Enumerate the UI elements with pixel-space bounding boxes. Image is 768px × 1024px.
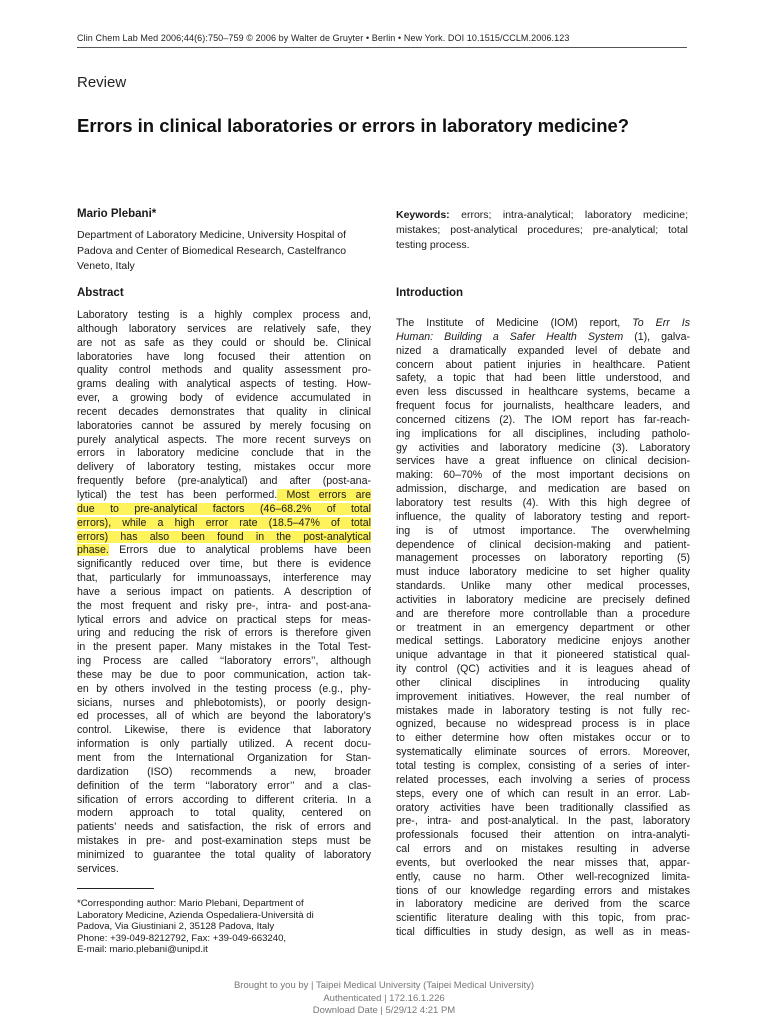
abstract-line: ment from the International Organization for Stan- [77, 752, 371, 764]
highlighted-text: errors) has also been found in the post-analytical [77, 530, 371, 543]
footnote-line: Phone: +39-049-8212792, Fax: +39-049-663240, [77, 932, 287, 944]
footer-line: Brought to you by | Taipei Medical University (Taipei Medical University) [233, 980, 535, 991]
abstract-line: information is only partially utilized. A recent docu- [77, 738, 371, 751]
abstract-line: definition of the term ‘‘laboratory error’’ and a clas- [77, 779, 371, 792]
corresponding-author-footnote [77, 898, 377, 956]
intro-line: professionals focused their attention on intra-analyti- [396, 829, 690, 842]
article-title: Errors in clinical laboratories or errors in laboratory medicine? [77, 115, 630, 136]
highlighted-text: Most errors are [277, 488, 371, 501]
intro-line: and are therefore more controllable than a procedure [396, 607, 690, 620]
abstract-line [77, 544, 371, 558]
abstract-line [77, 531, 371, 545]
intro-line: to either determine how often mistakes occur or to [396, 732, 690, 745]
intro-line: related processes, each involving a series of process [396, 773, 690, 786]
abstract-line [77, 489, 371, 503]
intro-line: ing implications for all disciplines, including patholo- [396, 427, 690, 440]
intro-line: laboratory test results (4). With this high degree of [396, 496, 690, 509]
footer-line: Authenticated | 172.16.1.226 [323, 992, 445, 1004]
keywords-label: Keywords: [396, 209, 450, 221]
intro-line: improvement initiatives. However, the real number of [396, 690, 690, 703]
abstract-heading: Abstract [77, 287, 124, 299]
abstract-line: significantly reduced over time, but there is evidence [77, 558, 371, 571]
section-label: Review [77, 74, 127, 91]
introduction-heading: Introduction [396, 287, 464, 299]
intro-line: or treatment in an emergency department or other [396, 621, 690, 634]
intro-line: ently, cause no harm. Other well-recognized limita- [396, 870, 690, 883]
intro-line: ognized, because no widespread process is in place [396, 718, 690, 731]
intro-line: total testing is complex, consisting of a series of inter- [396, 760, 690, 772]
abstract-line: control. Likewise, there is evidence that laboratory [77, 724, 371, 737]
abstract-line: have a serious impact on patients. A description of [77, 585, 371, 598]
abstract-line: ever, a growing body of evidence accumulated in [77, 392, 371, 405]
abstract-line: recent decades demonstrates that quality in clinical [77, 405, 371, 418]
abstract-line: Laboratory testing is a highly complex process and, [77, 309, 371, 321]
abstract-text: lytical) the test has been performed. [77, 488, 278, 501]
intro-line: concerned citizens (2). The IOM report has far-reach- [396, 413, 690, 426]
abstract-line: the most frequent and risky pre-, intra- and post-ana- [77, 599, 371, 612]
abstract-body [77, 309, 371, 877]
abstract-line: en by others involved in the testing process (e.g., phy- [77, 682, 371, 695]
report-title-italic: Human: Building a Safer Health System [396, 330, 624, 343]
intro-line: tions of our knowledge regarding errors and mistakes [396, 884, 690, 897]
abstract-line: sification of errors according to different criteria. In a [77, 793, 371, 806]
abstract-text: Errors due to analytical problems have been [108, 544, 371, 557]
abstract-line: these may be due to poor communication, action tak- [77, 668, 371, 681]
intro-line: ing is of utmost importance. The overwhelming [396, 524, 690, 537]
footnote-divider [77, 888, 154, 889]
intro-line: events, but overlooked the near misses that, appar- [396, 856, 690, 869]
intro-line: concern about patient injuries in healthcare. Patient [396, 358, 690, 371]
abstract-line: quality control methods and quality assessment pro- [77, 364, 371, 377]
intro-line [396, 331, 690, 345]
author-name: Mario Plebani* [77, 208, 157, 220]
abstract-line: are not as safe as they could or should be. Clinical [77, 336, 371, 349]
highlighted-text: due to pre-analytical factors (46–68.2% of total [77, 502, 371, 515]
intro-line: mistakes made in laboratory testing is not fully rec- [396, 704, 690, 717]
intro-line: must induce laboratory medicine to set higher quality [396, 566, 690, 579]
author-affiliation: Department of Laboratory Medicine, University Hospital of Padova and Center of Biomedical Research, Castelfranco Veneto, Italy [77, 229, 347, 272]
abstract-line: laboratories cannot be assured by merely focusing on [77, 419, 371, 432]
abstract-line: patients’ needs and satisfaction, the risk of errors and [77, 821, 371, 834]
intro-line: gy activities and laboratory medicine (3). Laboratory [396, 441, 690, 454]
intro-line: medical settings. Laboratory medicine enjoys another [396, 635, 690, 648]
abstract-line: services. [77, 862, 119, 875]
intro-line: management processes on laboratory reporting (5) [396, 552, 690, 565]
abstract-line: grams dealing with analytical aspects of testing. How- [77, 378, 371, 391]
intro-text: The Institute of Medicine (IOM) report, [396, 317, 633, 329]
footnote-line: Padova, Via Giustiniani 2, 35128 Padova, Italy [77, 921, 275, 932]
abstract-line: ed processes, all of which are beyond the laboratory’s [77, 710, 371, 723]
intro-line: systematically eliminate sources of errors. Moreover, [396, 746, 690, 759]
intro-line [396, 317, 690, 331]
intro-line: steps, every one of which can result in an error. Lab- [396, 787, 690, 800]
intro-line: other clinical disciplines in introducing quality [396, 676, 690, 689]
intro-line: ity control (QC) activities and it is leagues ahead of [396, 663, 690, 676]
abstract-line: laboratories have long focused their attention on [77, 350, 371, 363]
abstract-line: although laboratory services are relatively safe, they [77, 322, 371, 335]
keywords-text: errors; intra-analytical; laboratory medicine; mistakes; post-analytical procedures; pre-analytical; total testing process. [396, 209, 688, 251]
keywords-block [396, 208, 688, 253]
abstract-line: dardization (ISO) recommends a new, broader [77, 765, 371, 778]
abstract-line: sicians, nurses and phlebotomists), or poorly design- [77, 696, 371, 709]
intro-line: scientific literature dealing with this topic, from prac- [396, 912, 690, 925]
intro-line: safety, a topic that had been little understood, and [396, 372, 690, 385]
intro-line: services have a great influence on clinical decision- [396, 455, 690, 468]
highlighted-text: errors), while a high error rate (18.5–47% of total [77, 516, 371, 529]
abstract-line: purely analytical aspects. The more recent surveys on [77, 433, 371, 446]
intro-line: cal errors and on mistakes resulting in adverse [396, 843, 690, 856]
intro-line: oratory activities have been traditionally classified as [396, 801, 690, 814]
abstract-line: delivery of laboratory testing, mistakes occur more [77, 461, 371, 474]
abstract-line: frequently before (pre-analytical) and after (post-ana- [77, 475, 371, 488]
intro-line: standards. Unlike many other medical processes, [396, 580, 690, 593]
abstract-line: lytical errors and advice on practical steps for meas- [77, 613, 371, 626]
abstract-line: that, particularly for immunoassays, interference may [77, 572, 371, 585]
download-footer [0, 980, 768, 1018]
abstract-line: mistakes in pre- and post-examination steps must be [77, 835, 371, 848]
footer-line: Download Date | 5/29/12 4:21 PM [312, 1005, 456, 1016]
intro-line: activities in laboratory medicine are precisely defined [396, 593, 690, 606]
footnote-line: *Corresponding author: Mario Plebani, Department of [77, 898, 304, 909]
abstract-line [77, 503, 371, 517]
highlighted-text: phase. [77, 544, 109, 557]
intro-line: pre-, intra- and post-analytical. In the past, laboratory [396, 815, 690, 828]
intro-line: nized a dramatically expanded level of debate and [396, 344, 690, 357]
journal-citation-header: Clin Chem Lab Med 2006;44(6):750–759 © 2006 by Walter de Gruyter • Berlin • New York. DOI 10.1515/CCLM.2006.123 [77, 33, 570, 43]
report-title-italic: To Err Is [632, 317, 690, 329]
abstract-line: modern approach to total quality, centered on [77, 807, 371, 820]
intro-line: making: 60–70% of the most important decisions on [396, 469, 690, 482]
header-divider [77, 47, 687, 48]
intro-line: in laboratory medicine are derived from the scarce [396, 898, 690, 911]
abstract-line: uring and reducing the risk of errors is therefore given [77, 627, 371, 640]
intro-line: influence, the quality of laboratory testing and report- [396, 510, 690, 523]
abstract-line: minimized to guarantee the total quality of laboratory [77, 848, 371, 861]
abstract-line: ing Process are called ‘‘laboratory errors’’, although [77, 655, 371, 668]
footnote-line: E-mail: mario.plebani@unipd.it [77, 944, 208, 955]
introduction-body [396, 317, 690, 940]
intro-line: tical difficulties in study design, as well as in meas- [396, 926, 690, 939]
intro-line: dependence of clinical decision-making and patient- [396, 538, 690, 551]
intro-line: unique advantage in that it pioneered statistical qual- [396, 649, 690, 662]
intro-line: even less discussed in healthcare systems, became a [396, 386, 690, 399]
intro-text: (1), galva- [623, 330, 690, 343]
abstract-line [77, 517, 371, 531]
abstract-line: in the present paper. Many mistakes in the Total Test- [77, 641, 371, 654]
abstract-line: errors in laboratory medicine conclude that in the [77, 447, 371, 460]
intro-line: frequent focus for journalists, healthcare leaders, and [396, 400, 690, 413]
footnote-line: Laboratory Medicine, Azienda Ospedaliera-Università di [77, 909, 314, 921]
intro-line: admission, discharge, and medication are based on [396, 483, 690, 496]
